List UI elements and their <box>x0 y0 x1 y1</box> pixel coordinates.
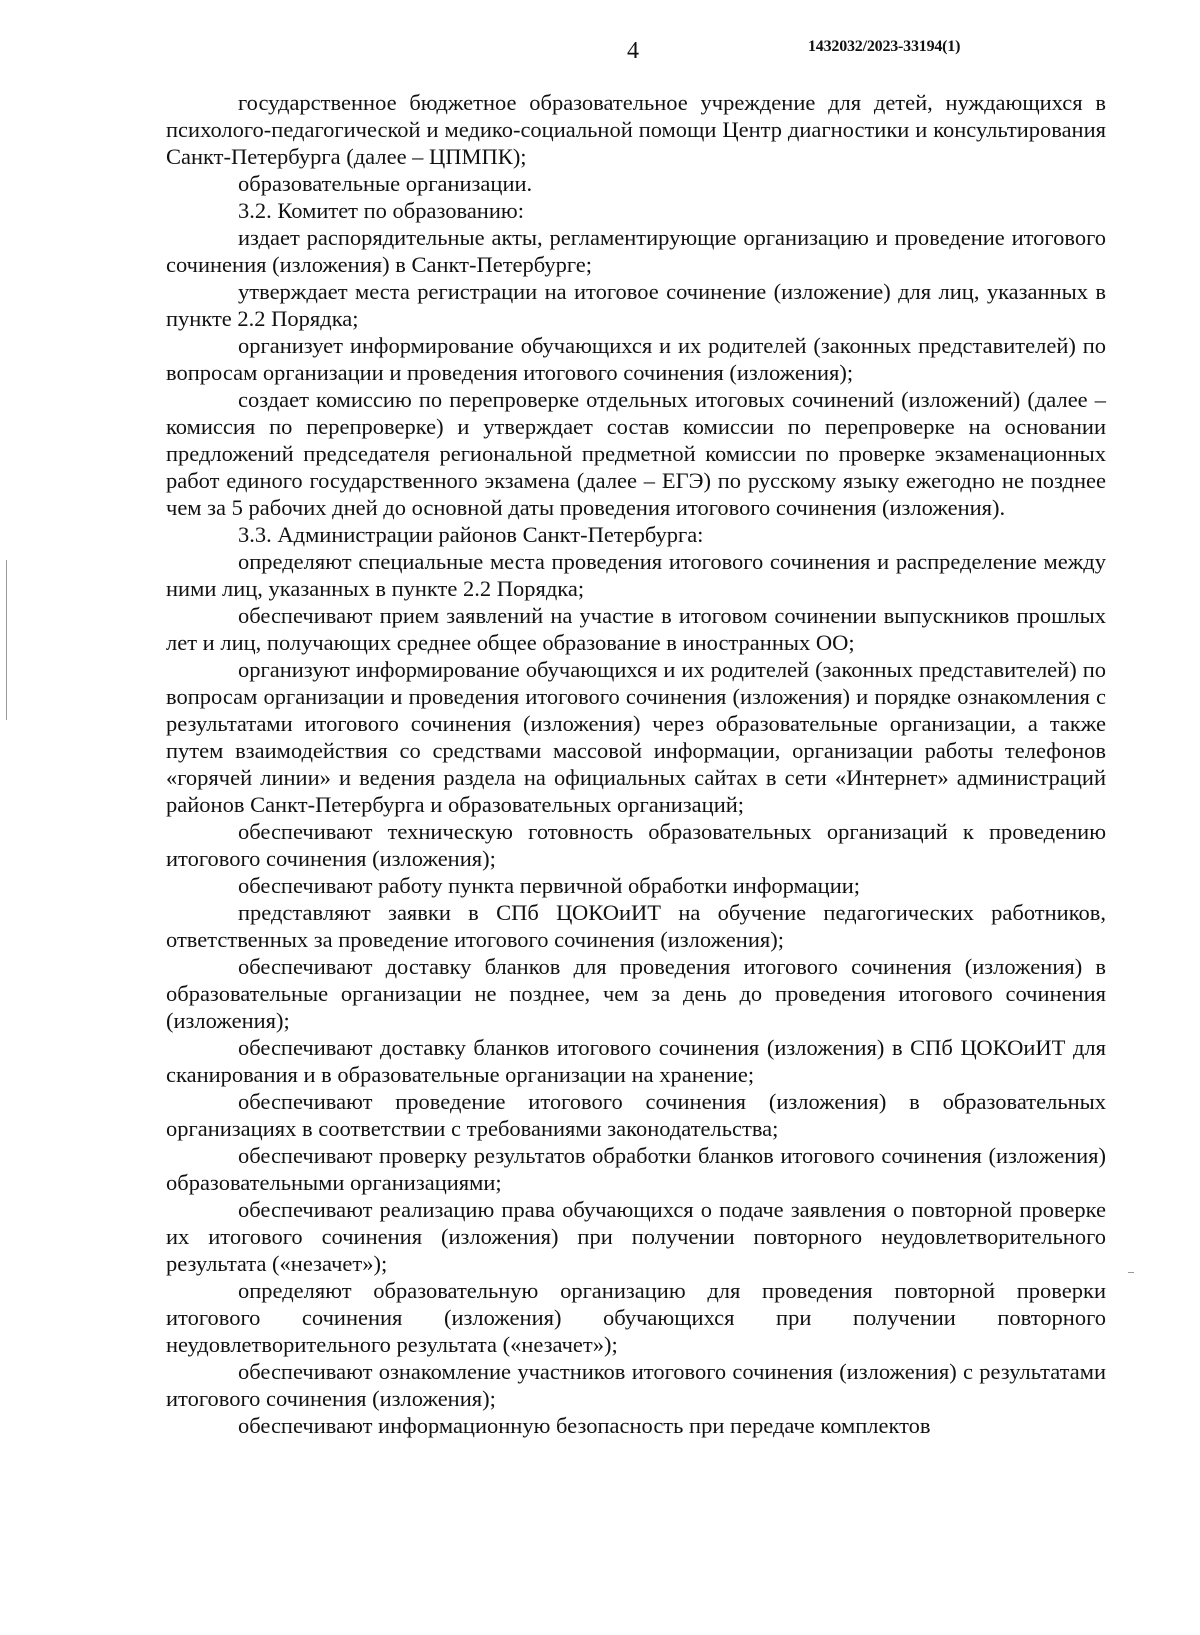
paragraph: представляют заявки в СПб ЦОКОиИТ на обучение педагогических работников, ответственных за проведение итогового сочинения (изложения); <box>166 900 1106 952</box>
paragraph: обеспечивают реализацию права обучающихся о подаче заявления о повторной проверке их итогового сочинения (изложения) при получении повторного неудовлетворительного результата («незачет»); <box>166 1197 1106 1276</box>
paragraph: государственное бюджетное образовательное учреждение для детей, нуждающихся в психолого-педагогической и медико-социальной помощи Центр диагностики и консультирования Санкт-Петербурга (далее – ЦПМПК); <box>166 90 1106 169</box>
section-heading: 3.2. Комитет по образованию: <box>238 198 524 223</box>
paragraph: определяют специальные места проведения итогового сочинения и распределение между ними лиц, указанных в пункте 2.2 Порядка; <box>166 549 1106 601</box>
paragraph: обеспечивают проверку результатов обработки бланков итогового сочинения (изложения) образовательными организациями; <box>166 1143 1106 1195</box>
scan-edge-mark <box>1128 1272 1134 1273</box>
paragraph: обеспечивают работу пункта первичной обработки информации; <box>238 873 861 898</box>
paragraph: обеспечивают ознакомление участников итогового сочинения (изложения) с результатами итогового сочинения (изложения); <box>166 1359 1106 1411</box>
paragraph: образовательные организации. <box>238 171 533 196</box>
section-heading: 3.3. Администрации районов Санкт-Петербурга: <box>238 522 704 547</box>
paragraph: обеспечивают информационную безопасность при передаче комплектов <box>238 1413 931 1438</box>
document-number: 1432032/2023-33194(1) <box>808 38 961 55</box>
paragraph: обеспечивают доставку бланков для проведения итогового сочинения (изложения) в образовательные организации не позднее, чем за день до проведения итогового сочинения (изложения); <box>166 954 1106 1033</box>
paragraph: обеспечивают прием заявлений на участие в итоговом сочинении выпускников прошлых лет и лиц, получающих среднее общее образование в иностранных ОО; <box>166 603 1106 655</box>
paragraph: обеспечивают проведение итогового сочинения (изложения) в образовательных организациях в соответствии с требованиями законодательства; <box>166 1089 1106 1141</box>
paragraph: обеспечивают техническую готовность образовательных организаций к проведению итогового сочинения (изложения); <box>166 819 1106 871</box>
paragraph: утверждает места регистрации на итоговое сочинение (изложение) для лиц, указанных в пункте 2.2 Порядка; <box>166 279 1106 331</box>
paragraph: организуют информирование обучающихся и их родителей (законных представителей) по вопросам организации и проведения итогового сочинения (изложения) и порядке ознакомления с результатами итогового сочинения (изложения) через образовательные организации, а также путем взаимодействия со средствами массовой информации, организации работы телефонов «горячей линии» и ведения раздела на официальных сайтах в сети «Интернет» администраций районов Санкт-Петербурга и образовательных организаций; <box>166 657 1106 817</box>
page-number: 4 <box>627 38 639 64</box>
paragraph: создает комиссию по перепроверке отдельных итоговых сочинений (изложений) (далее – комиссия по перепроверке) и утверждает состав комиссии по перепроверке на основании предложений председателя региональной предметной комиссии по проверке экзаменационных работ единого государственного экзамена (далее – ЕГЭ) по русскому языку ежегодно не позднее чем за 5 рабочих дней до основной даты проведения итогового сочинения (изложения). <box>166 387 1106 520</box>
scan-edge-mark <box>6 560 7 720</box>
paragraph: организует информирование обучающихся и их родителей (законных представителей) по вопросам организации и проведения итогового сочинения (изложения); <box>166 333 1106 385</box>
paragraph: определяют образовательную организацию для проведения повторной проверки итогового сочинения (изложения) обучающихся при получении повторного неудовлетворительного результата («незачет»); <box>166 1278 1106 1357</box>
paragraph: обеспечивают доставку бланков итогового сочинения (изложения) в СПб ЦОКОиИТ для сканирования и в образовательные организации на хранение; <box>166 1035 1106 1087</box>
document-body <box>166 89 1106 1439</box>
paragraph: издает распорядительные акты, регламентирующие организацию и проведение итогового сочинения (изложения) в Санкт-Петербурге; <box>166 225 1106 277</box>
